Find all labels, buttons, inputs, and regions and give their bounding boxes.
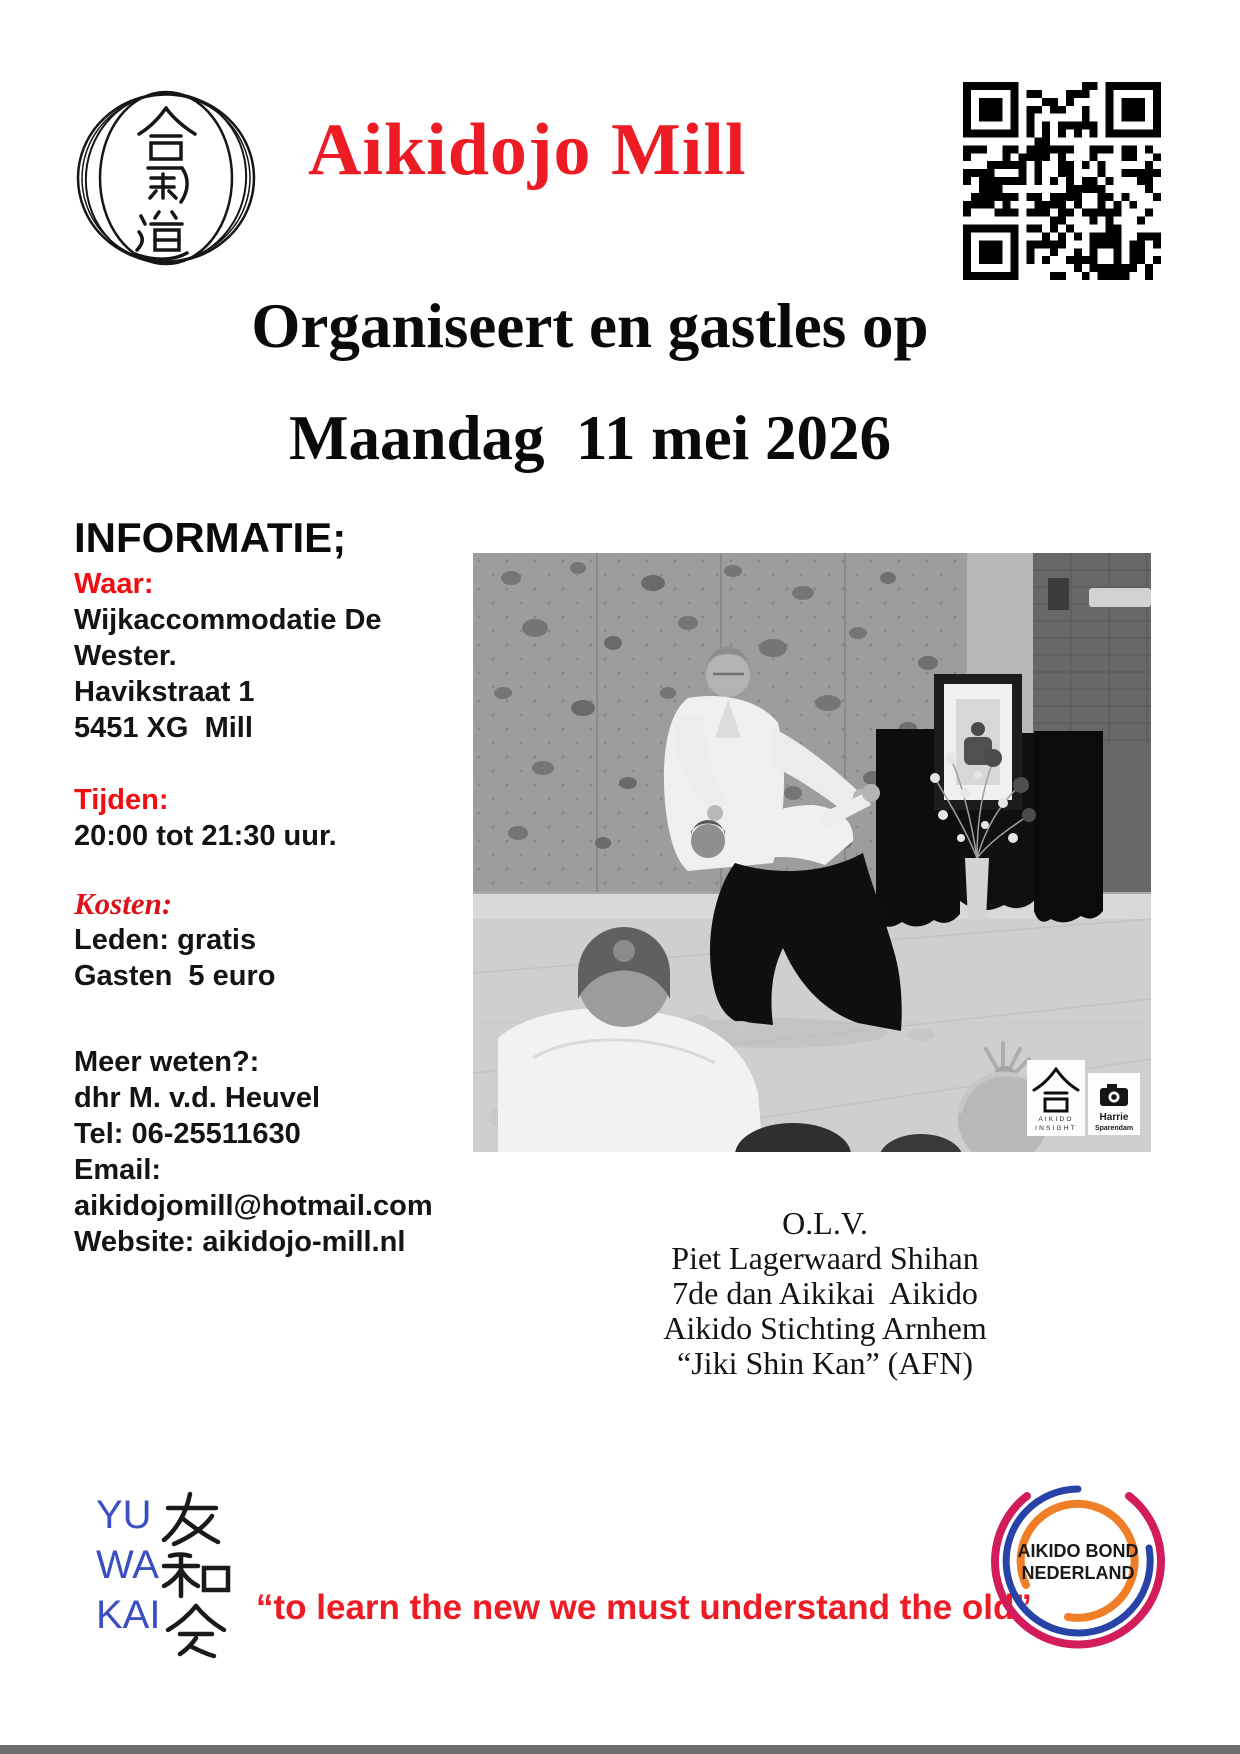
- yuwakai-kanji: [156, 1484, 236, 1669]
- watermark-aikido-text-2: INSIGHT: [1035, 1125, 1077, 1132]
- kosten-line: Leden: gratis: [74, 924, 257, 956]
- event-photo: [473, 553, 1151, 1152]
- watermark-aikido-insight: [1027, 1060, 1085, 1136]
- yuwakai-kai: KAI: [96, 1593, 161, 1637]
- event-photo-drawing: [473, 553, 1151, 1152]
- yuwakai-kanji-drawing: [156, 1484, 236, 1664]
- waar-line: Havikstraat 1: [74, 676, 255, 708]
- contact-label: Meer weten?:: [74, 1046, 260, 1078]
- informatie-heading: INFORMATIE;: [74, 514, 347, 561]
- yuwakai-syllables: [96, 1490, 160, 1640]
- watermark-aikido-text-1: AIKIDO: [1038, 1116, 1074, 1123]
- heading-organiseert: Organiseert en gastles op: [251, 291, 929, 361]
- teacher-dojo: “Jiki Shin Kan” (AFN): [677, 1345, 973, 1381]
- qr-code: [963, 82, 1161, 280]
- watermark-photographer: [1088, 1073, 1140, 1135]
- tijden-line: 20:00 tot 21:30 uur.: [74, 820, 337, 852]
- aikido-circle-logo-drawing: [70, 86, 262, 270]
- contact-line: Email:: [74, 1154, 162, 1186]
- motto-quote: “to learn the new we must understand the old”: [256, 1588, 1032, 1627]
- teacher-name: Piet Lagerwaard Shihan: [671, 1240, 979, 1276]
- kosten-label: Kosten:: [74, 886, 173, 921]
- teacher-olv: O.L.V.: [782, 1205, 868, 1241]
- yuwakai-wa: WA: [96, 1543, 159, 1587]
- wall-slat: [1089, 588, 1151, 607]
- waar-line: 5451 XG Mill: [74, 712, 253, 744]
- yuwakai-yu: YU: [96, 1493, 152, 1537]
- abn-text-line1: AIKIDO BOND: [1017, 1541, 1139, 1561]
- watermark-photographer-text-2: Sparendam: [1094, 1125, 1134, 1132]
- abn-logo-drawing: [978, 1460, 1178, 1665]
- aikido-circle-logo: [70, 86, 262, 270]
- tijden-label: Tijden:: [74, 784, 169, 816]
- wall-box: [1048, 578, 1069, 610]
- logo-kanji-strokes: [135, 108, 195, 259]
- contact-website: Website: aikidojo-mill.nl: [74, 1226, 406, 1258]
- waar-line: Wijkaccommodatie De Wester.: [74, 604, 390, 672]
- page-bottom-edge: [0, 1745, 1240, 1754]
- waar-label: Waar:: [74, 568, 154, 600]
- poster-title: Aikidojo Mill: [308, 109, 747, 191]
- portrait-frame: [934, 674, 1022, 810]
- contact-line: Tel: 06-25511630: [74, 1118, 301, 1150]
- aikido-bond-nederland-logo: [978, 1460, 1178, 1670]
- teacher-block: [500, 1206, 1150, 1381]
- contact-email: aikidojomill@hotmail.com: [74, 1190, 433, 1222]
- teacher-org: Aikido Stichting Arnhem: [663, 1310, 987, 1346]
- teacher-grade: 7de dan Aikikai Aikido: [672, 1275, 978, 1311]
- abn-text-line2: NEDERLAND: [1021, 1563, 1135, 1583]
- watermark-photographer-text-1: Harrie: [1099, 1112, 1129, 1123]
- heading-date: Maandag 11 mei 2026: [288, 403, 891, 473]
- info-column: [74, 566, 474, 1260]
- kosten-line: Gasten 5 euro: [74, 960, 276, 992]
- contact-line: dhr M. v.d. Heuvel: [74, 1082, 321, 1114]
